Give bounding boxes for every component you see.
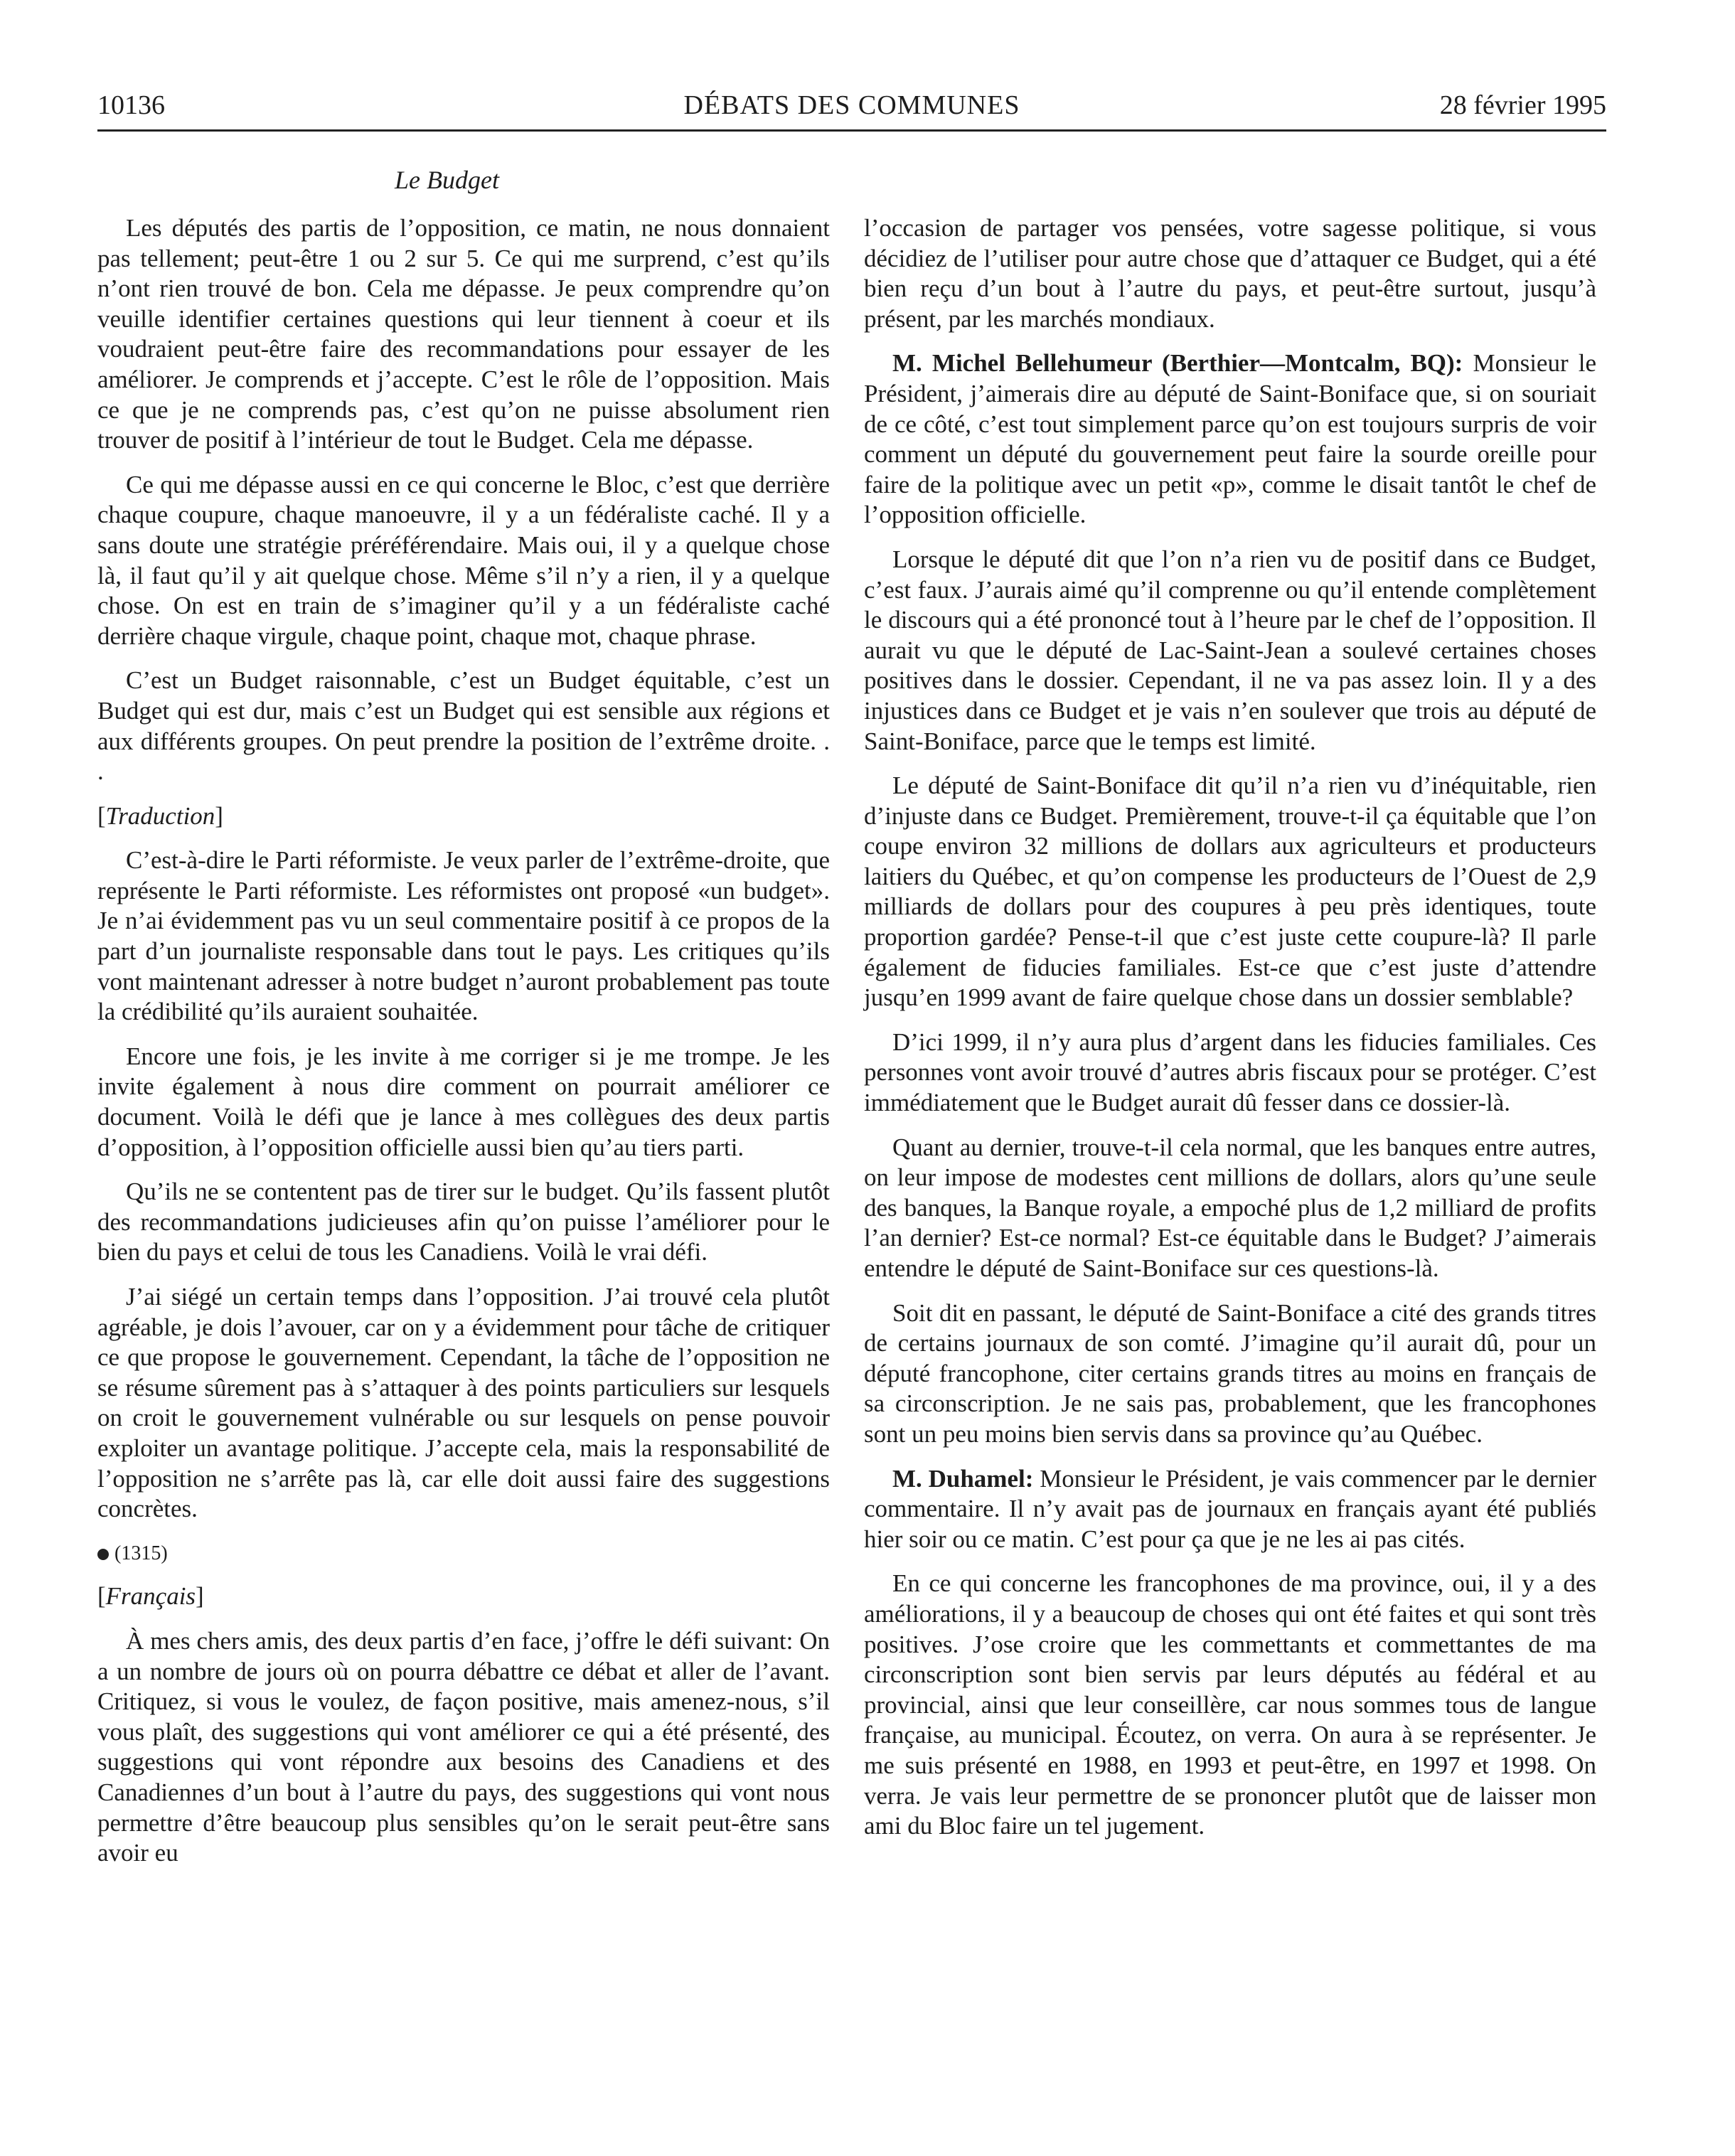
paragraph: J’ai siégé un certain temps dans l’opposition. J’ai trouvé cela plutôt agréable, je dois l’avouer, car on y a évidemment pour tâche de critiquer ce que propose le gouvernement. Cependant, la tâche de l’opposition ne se résume sûrement pas à s’attaquer à des points particuliers sur lesquels on croit le gouvernement vulnérable ou sur lesquels on pense pouvoir exploiter un avantage politique. J’accepte cela, mais la responsabilité de l’opposition ne s’arrête pas là, car elle doit aussi faire des suggestions concrètes. xyxy=(97,1283,830,1523)
language-label-text: Français xyxy=(105,1582,196,1611)
right-column xyxy=(864,213,1596,1856)
section-title: Le Budget xyxy=(395,166,499,194)
page-number: 10136 xyxy=(97,90,165,120)
speaker-name: M. Duhamel: xyxy=(892,1464,1034,1493)
paragraph: C’est un Budget raisonnable, c’est un Budget équitable, c’est un Budget qui est dur, mais c’est un Budget qui est sensible aux régions et aux différents groupes. On peut prendre la position de l’extrême droite. . . xyxy=(97,666,830,786)
language-label-text: Traduction xyxy=(105,801,215,830)
paragraph: l’occasion de partager vos pensées, votre sagesse politique, si vous décidiez de l’utiliser pour autre chose que d’attaquer ce Budget, qui a été bien reçu d’un bout à l’autre du pays, et peut-être surtout, jusqu’à présent, par les marchés mondiaux. xyxy=(864,214,1596,333)
language-label-francais: [Français] xyxy=(97,1582,204,1611)
time-marker-text: (1315) xyxy=(114,1542,168,1564)
page-header xyxy=(97,90,1606,132)
paragraph: Qu’ils ne se contentent pas de tirer sur le budget. Qu’ils fassent plutôt des recommandations judicieuses afin qu’on puisse l’améliorer pour le bien du pays et celui de tous les Canadiens. Voilà le vrai défi. xyxy=(97,1178,830,1266)
left-column xyxy=(97,213,830,1883)
paragraph: Encore une fois, je les invite à me corriger si je me trompe. Je les invite également à nous dire comment on pourrait améliorer ce document. Voilà le défi que je lance à mes collègues des deux partis d’opposition, à l’opposition officielle aussi bien qu’au tiers parti. xyxy=(97,1042,830,1161)
speech-paragraph xyxy=(864,1464,1596,1555)
paragraph: D’ici 1999, il n’y aura plus d’argent dans les fiducies familiales. Ces personnes vont avoir trouvé d’autres abris fiscaux pour se protéger. C’est immédiatement que le Budget aurait dû fesser dans ce dossier-là. xyxy=(864,1028,1596,1117)
paragraph: Soit dit en passant, le député de Saint-Boniface a cité des grands titres de certains journaux de son comté. J’imagine qu’il aurait dû, pour un député francophone, citer certains grands titres au moins en français de sa circonscription. Je ne sais pas, probablement, que les francophones sont un peu moins bien servis dans sa province qu’au Québec. xyxy=(864,1298,1596,1448)
paragraph: Ce qui me dépasse aussi en ce qui concerne le Bloc, c’est que derrière chaque coupure, chaque manoeuvre, il y a un fédéraliste caché. Il y a sans doute une stratégie préréférendaire. Mais oui, il y a quelque chose là, il faut qu’il y ait quelque chose. Même s’il n’y a rien, il y a quelque chose. On est en train de s’imaginer qu’il y a un fédéraliste caché derrière chaque virgule, chaque point, chaque mot, chaque phrase. xyxy=(97,470,830,650)
paragraph: À mes chers amis, des deux partis d’en face, j’offre le défi suivant: On a un nombre de jours où on pourra débattre ce débat et aller de l’avant. Critiquez, si vous le voulez, de façon positive, mais amenez-nous, s’il vous plaît, des suggestions qui vont améliorer ce qui a été présenté, des suggestions qui vont répondre aux besoins des Canadiens et des Canadiennes d’un bout à l’autre du pays, des suggestions qui vont nous permettre d’être beaucoup plus sensibles qu’on le serait peut-être sans avoir eu xyxy=(97,1626,830,1867)
paragraph: Le député de Saint-Boniface dit qu’il n’a rien vu d’inéquitable, rien d’injuste dans ce Budget. Premièrement, trouve-t-il ça équitable que l’on coupe environ 32 millions de dollars aux agriculteurs et producteurs laitiers du Québec, et qu’on compense les producteurs de l’Ouest de 2,9 milliards de dollars pour des coupures à peu près identiques, toute proportion gardée? Pense-t-il que c’est juste cette coupure-là? Il parle également de fiducies familiales. Est-ce que c’est juste d’attendre jusqu’en 1999 avant de faire quelque chose dans un dossier semblable? xyxy=(864,772,1596,1012)
speech-text: Monsieur le Président, je vais commencer par le dernier commentaire. Il n’y avait pas de journaux en français ayant été publiés hier soir ou ce matin. C’est pour ça que je ne les ai pas cités. xyxy=(864,1464,1597,1553)
bullet-icon xyxy=(97,1549,109,1560)
language-label-traduction: [Traduction] xyxy=(97,801,223,830)
paragraph: Lorsque le député dit que l’on n’a rien vu de positif dans ce Budget, c’est faux. J’aurais aimé qu’il comprenne ou qu’il entende complètement le discours qui a été prononcé tout à l’heure par le chef de l’opposition. Il aurait vu que le député de Lac-Saint-Jean a soulevé certaines choses positives dans le dossier. Cependant, il ne va pas assez loin. Il y a des injustices dans ce Budget et je vais n’en soulever que trois au député de Saint-Boniface, parce que le temps est limité. xyxy=(864,545,1596,755)
paragraph: C’est-à-dire le Parti réformiste. Je veux parler de l’extrême-droite, que représente le Parti réformiste. Les réformistes ont proposé «un budget». Je n’ai évidemment pas vu un seul commentaire positif à ce propos de la part d’un journaliste responsable dans tout le pays. Les critiques qu’ils vont maintenant adresser à notre budget n’auront probablement pas toute la crédibilité qu’ils auraient souhaitée. xyxy=(97,846,830,1026)
speech-paragraph xyxy=(864,348,1596,530)
publication-date: 28 février 1995 xyxy=(1439,90,1606,120)
speech-text: Monsieur le Président, j’aimerais dire au député de Saint-Boniface que, si on souriait de ce côté, c’est tout simplement parce qu’on est toujours surpris de voir comment un député du gouvernement peut faire la sourde oreille pour faire de la politique avec un petit «p», comme le disait tantôt le chef de l’opposition officielle. xyxy=(864,349,1596,529)
paragraph: Les députés des partis de l’opposition, ce matin, ne nous donnaient pas tellement; peut-être 1 ou 2 sur 5. Ce qui me surprend, c’est qu’ils n’ont rien trouvé de bon. Cela me dépasse. Je peux comprendre qu’on veuille identifier certaines questions qui leur tiennent à coeur et ils voudraient peut-être faire des recommandations pour essayer de les améliorer. Je comprends et j’accepte. C’est le rôle de l’opposition. Mais ce que je ne comprends pas, c’est qu’on ne puisse absolument rien trouver de positif à l’intérieur de tout le Budget. Cela me dépasse. xyxy=(97,214,830,454)
publication-title: DÉBATS DES COMMUNES xyxy=(683,90,1020,120)
time-marker xyxy=(97,1539,830,1569)
paragraph: En ce qui concerne les francophones de ma province, oui, il y a des améliorations, il y a beaucoup de choses qui ont été faites et qui sont très positives. J’ose croire que les commettants et commettantes de ma circonscription sont bien servis par leurs députés au fédéral et au provincial, ainsi que leur conseillère, car nous sommes tous de langue française, au municipal. Écoutez, on verra. On aura à se représenter. Je me suis présenté en 1988, en 1993 et peut-être, en 1997 et 1998. On verra. Je vais leur permettre de se prononcer plutôt que de laisser mon ami du Bloc faire un tel jugement. xyxy=(864,1569,1596,1840)
speaker-name: M. Michel Bellehumeur (Berthier—Montcalm, BQ): xyxy=(892,349,1463,378)
paragraph: Quant au dernier, trouve-t-il cela normal, que les banques entre autres, on leur impose de modestes cent millions de dollars, alors qu’une seule des banques, la Banque royale, a empoché plus de 1,2 milliard de profits l’an dernier? Est-ce normal? Est-ce équitable dans le Budget? J’aimerais entendre le député de Saint-Boniface sur ces questions-là. xyxy=(864,1133,1596,1282)
